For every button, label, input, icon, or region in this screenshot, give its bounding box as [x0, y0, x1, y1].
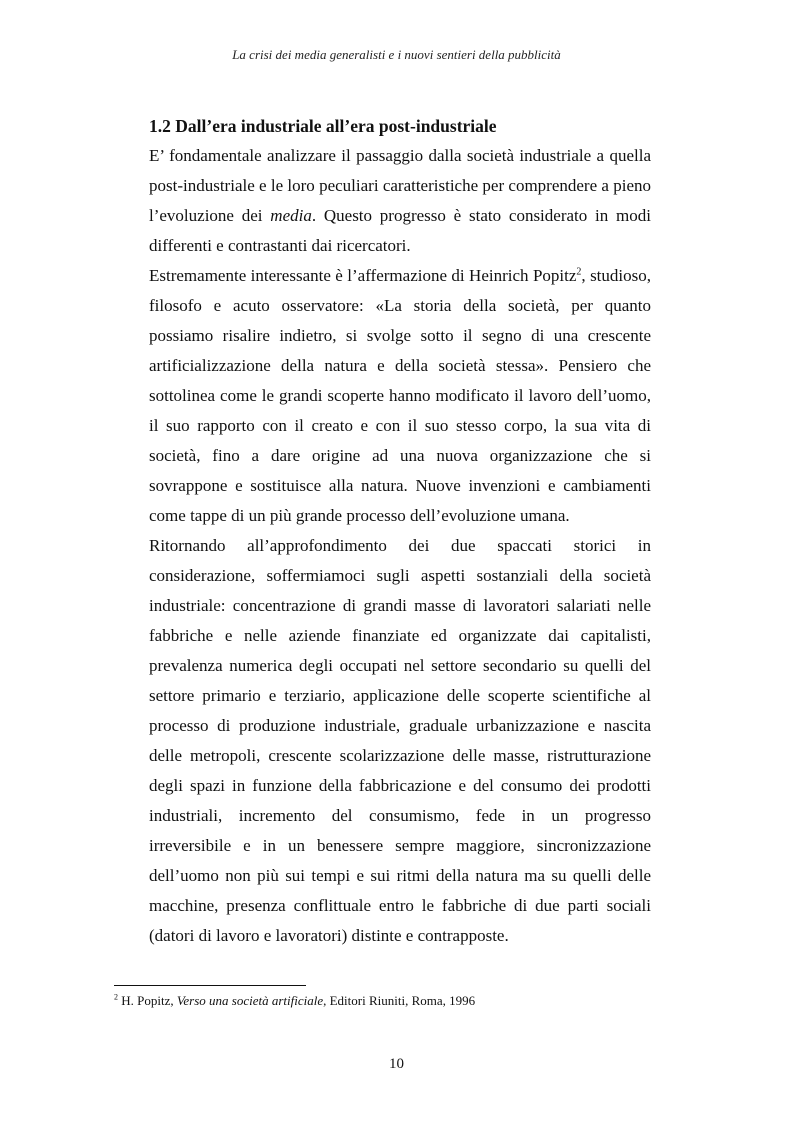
running-header: La crisi dei media generalisti e i nuovi sentieri della pubblicità: [232, 47, 561, 62]
footnote-reference[interactable]: 2: [576, 266, 582, 278]
paragraph-2-text-start: Estremamente interessante è l’affermazione di Heinrich Popitz: [149, 266, 577, 285]
paragraph-2: [149, 261, 651, 531]
paragraph-1-text-start: E’ fondamentale analizzare il passaggio dalla società industriale a quella post-industriale e le loro peculiari caratteristiche per comprendere a pieno l’evoluzione dei: [149, 146, 651, 225]
body-text: [149, 141, 651, 951]
footnote-author: H. Popitz,: [118, 993, 177, 1008]
paragraph-3: Ritornando all’approfondimento dei due spaccati storici in considerazione, soffermiamoci sugli aspetti sostanziali della società industriale: concentrazione di grandi masse di lavoratori salariati nelle fabbriche e nelle aziende finanziate ed organizzate dai capitalisti, prevalenza numerica degli occupati nel settore secondario su quelli del settore primario e terziario, applicazione delle scoperte scientifiche al processo di produzione industriale, graduale urbanizzazione e nascita delle metropoli, crescente scolarizzazione delle masse, ristrutturazione degli spazi in funzione della fabbricazione e del consumo dei prodotti industriali, incremento del consumismo, fede in un progresso irreversibile e in un benessere sempre maggiore, sincronizzazione dell’uomo non più sui tempi e sui ritmi della natura ma su quelli delle macchine, presenza conflittuale entro le fabbriche di due parti sociali (datori di lavoro e lavoratori) distinte e contrapposte.: [149, 536, 651, 945]
footnote-number: 2: [114, 992, 118, 1002]
footnote: [114, 992, 475, 1010]
paragraph-1: [149, 141, 651, 261]
page-number: 10: [389, 1056, 404, 1072]
footnote-book-title: Verso una società artificiale: [176, 993, 324, 1008]
paragraph-2-text-end: , studioso, filosofo e acuto osservatore: «La storia della società, per quanto possiamo risalire indietro, si svolge sotto il segno di una crescente artificializzazione della natura e della società stessa». Pensiero che sottolinea come le grandi scoperte hanno modificato il lavoro dell’uomo, il suo rapporto con il creato e con il suo stesso corpo, la sua vita di società, fino a dare origine ad una nuova organizzazione che si sovrappone e sostituisce alla natura. Nuove invenzioni e cambiamenti come tappe di un più grande processo dell’evoluzione umana.: [149, 266, 651, 525]
footnote-publisher: , Editori Riuniti, Roma, 1996: [323, 993, 476, 1008]
media-term: media: [270, 206, 312, 225]
paragraph-1-text-end: . Questo progresso è stato considerato in modi differenti e contrastanti dai ricercatori.: [149, 206, 651, 255]
section-title: 1.2 Dall’era industriale all’era post-industriale: [149, 116, 497, 136]
footnote-divider: [114, 985, 306, 986]
